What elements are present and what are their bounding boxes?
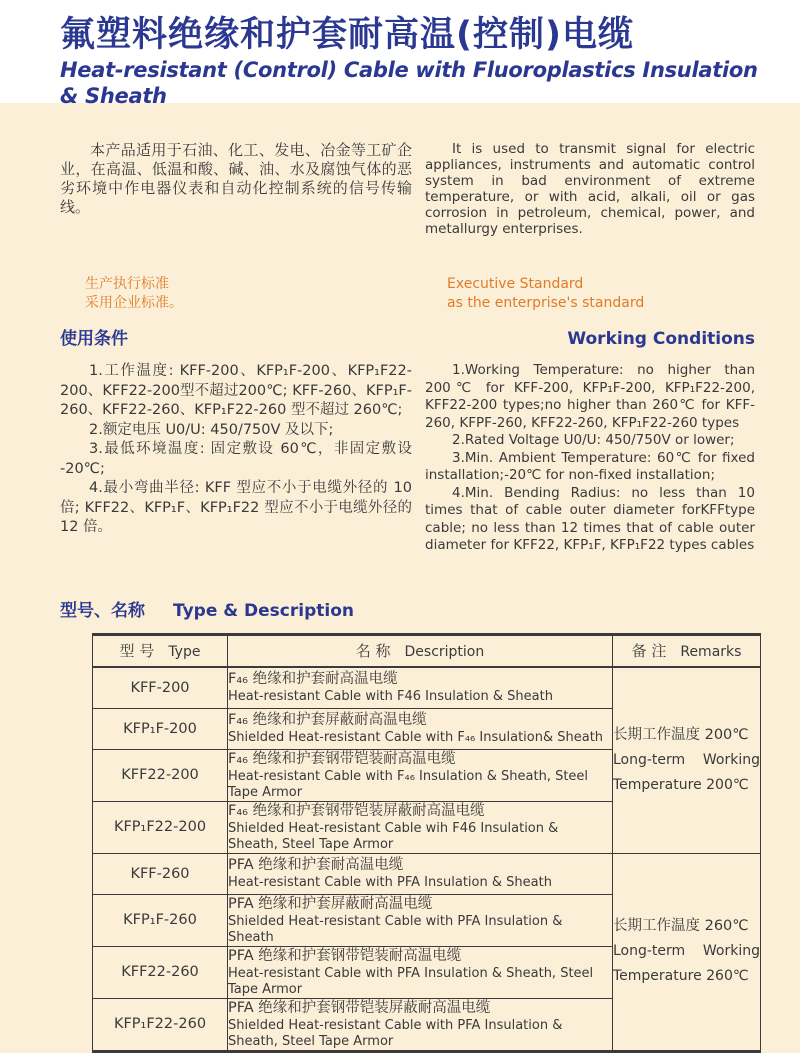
type-value: KFP₁F22-260	[93, 998, 228, 1051]
description-zh: PFA 绝缘和护套耐高温电缆	[228, 857, 404, 873]
condition-item-en-2: 2.Rated Voltage U0/U: 450/750V or lower;	[452, 432, 735, 448]
description-cell	[228, 749, 613, 801]
column-header-type	[93, 634, 228, 667]
table-row	[93, 853, 761, 894]
type-value: KFP₁F22-200	[93, 801, 228, 853]
condition-item-en-3: 3.Min. Ambient Temperature: 60℃ for fixed installation;-20℃ for non-fixed installation;	[425, 449, 755, 483]
page-title: 氟塑料绝缘和护套耐高温(控制)电缆	[60, 15, 634, 55]
remarks-cell-200	[613, 667, 761, 853]
type-value: KFF22-200	[93, 749, 228, 801]
standard-block-en	[425, 275, 755, 313]
condition-item-en-1: 1.Working Temperature: no higher than 200℃ for KFF-200, KFP₁F-200, KFP₁F22-200, KFF22-200 types;no higher than 260℃ for KFF-260, KFPF-260, KFF22-260, KFP₁F22-260 types	[425, 362, 755, 431]
description-en: Heat-resistant Cable with F₄₆ Insulation & Sheath, Steel Tape Armor	[228, 768, 589, 800]
description-en: Shielded Heat-resistant Cable wih F46 Insulation & Sheath, Steel Tape Armor	[228, 820, 559, 852]
intro-paragraph-zh: 本产品适用于石油、化工、发电、冶金等工矿企业，在高温、低温和酸、碱、油、水及腐蚀气体的恶劣环境中作电器仪表和自动化控制系统的信号传输线。	[60, 141, 412, 216]
condition-item-zh-4: 4.最小弯曲半径: KFF 型应不小于电缆外径的 10 倍; KFF22、KFP₁F、KFP₁F22 型应不小于电缆外径的 12 倍。	[60, 480, 412, 535]
column-header-description	[228, 634, 613, 667]
description-en: Heat-resistant Cable with PFA Insulation & Sheath	[228, 875, 552, 890]
page-header	[0, 0, 800, 108]
table-header-row	[93, 634, 761, 667]
condition-item-zh-3: 3.最低环境温度: 固定敷设 60℃，非固定敷设 -20℃;	[60, 441, 412, 477]
description-cell	[228, 801, 613, 853]
remarks-en: Long-term Working Temperature 200℃	[613, 751, 760, 793]
standard-zh-line1: 生产执行标准	[85, 276, 169, 292]
type-value: KFF-260	[93, 853, 228, 894]
table-row	[93, 667, 761, 708]
description-cell	[228, 998, 613, 1051]
working-conditions-title-zh: 使用条件	[60, 329, 128, 349]
type-value: KFF22-260	[93, 946, 228, 998]
page-subtitle: Heat-resistant (Control) Cable with Fluoroplastics Insulation & Sheath	[60, 58, 758, 108]
working-conditions-zh	[60, 329, 412, 555]
column-header-desc-zh: 名 称	[355, 642, 391, 661]
column-header-remarks-zh: 备 注	[631, 642, 667, 661]
description-zh: PFA 绝缘和护套钢带铠装耐高温电缆	[228, 947, 462, 964]
description-cell	[228, 946, 613, 998]
column-header-type-zh: 型 号	[119, 642, 155, 661]
standards-section	[60, 275, 755, 313]
column-header-type-en: Type	[168, 644, 201, 661]
working-conditions-section	[60, 329, 755, 555]
column-header-desc-en: Description	[404, 644, 485, 661]
column-header-remarks	[613, 634, 761, 667]
type-section-title-en: Type & Description	[173, 600, 354, 621]
description-cell	[228, 667, 613, 708]
standard-en-line2: as the enterprise's standard	[447, 295, 645, 311]
remarks-zh: 长期工作温度 260℃	[613, 918, 749, 934]
description-zh: F₄₆ 绝缘和护套钢带铠装耐高温电缆	[228, 750, 456, 767]
condition-item-en-4: 4.Min. Bending Radius: no less than 10 times that of cable outer diameter forKFFtype cable; no less than 12 times that of cable outer diameter for KFF22, KFP₁F, KFP₁F22 types cables	[425, 484, 755, 553]
column-header-remarks-en: Remarks	[680, 644, 742, 661]
working-conditions-en	[425, 329, 755, 555]
standard-zh-line2: 采用企业标准。	[85, 295, 183, 311]
description-zh: F₄₆ 绝缘和护套耐高温电缆	[228, 671, 398, 688]
description-zh: PFA 绝缘和护套屏蔽耐高温电缆	[228, 895, 433, 912]
description-cell	[228, 708, 613, 749]
remarks-zh: 长期工作温度 200℃	[613, 726, 749, 743]
description-en: Heat-resistant Cable with F46 Insulation & Sheath	[228, 689, 553, 705]
standard-block-zh	[60, 275, 412, 313]
condition-item-zh-2: 2.额定电压 U0/U: 450/750V 及以下;	[89, 421, 334, 438]
remarks-cell-260	[613, 853, 761, 1051]
description-cell	[228, 853, 613, 894]
description-en: Shielded Heat-resistant Cable with PFA Insulation & Sheath	[228, 913, 563, 945]
content	[0, 141, 800, 1053]
working-conditions-title-en: Working Conditions	[567, 329, 755, 349]
intro-paragraph-en: It is used to transmit signal for electric appliances, instruments and automatic control system in bad environment of extreme temperature, or with acid, alkali, oil or gas corrosion in petroleum, chemical, power, and metallurgy enterprises.	[425, 141, 755, 237]
type-description-section	[60, 600, 760, 1053]
type-value: KFP₁F-200	[93, 708, 228, 749]
description-en: Shielded Heat-resistant Cable with F₄₆ Insulation& Sheath	[228, 730, 604, 745]
description-cell	[228, 894, 613, 946]
description-zh: F₄₆ 绝缘和护套屏蔽耐高温电缆	[228, 712, 427, 728]
type-value: KFF-200	[93, 667, 228, 708]
remarks-en: Long-term Working Temperature 260℃	[613, 943, 760, 984]
condition-item-zh-1: 1.工作温度: KFF-200、KFP₁F-200、KFP₁F22-200、KFF22-200型不超过200℃; KFF-260、KFP₁F-260、KFF22-260、KFP₁F22-260 型不超过 260℃;	[60, 363, 412, 418]
description-zh: F₄₆ 绝缘和护套钢带铠装屏蔽耐高温电缆	[228, 802, 485, 819]
standard-en-line1: Executive Standard	[447, 276, 584, 292]
description-en: Shielded Heat-resistant Cable with PFA Insulation & Sheath, Steel Tape Armor	[228, 1017, 563, 1049]
description-en: Heat-resistant Cable with PFA Insulation & Sheath, Steel Tape Armor	[228, 965, 594, 997]
type-value: KFP₁F-260	[93, 894, 228, 946]
intro-section	[60, 141, 755, 237]
type-section-title-zh: 型号、名称	[60, 600, 145, 621]
type-section-title	[60, 601, 755, 621]
description-zh: PFA 绝缘和护套钢带铠装屏蔽耐高温电缆	[228, 999, 491, 1016]
